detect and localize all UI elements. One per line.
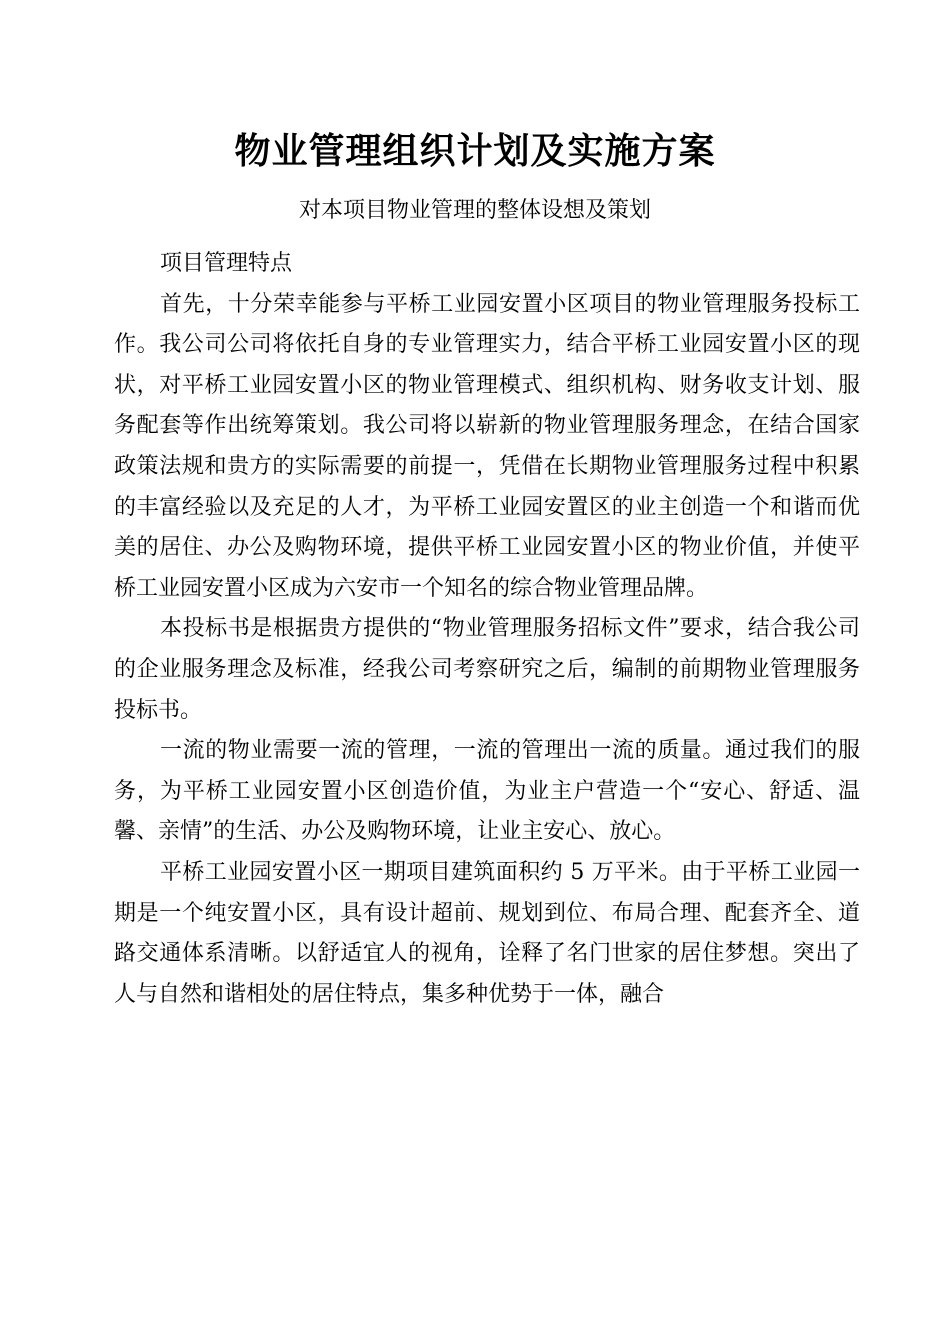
- paragraph-1: 首先，十分荣幸能参与平桥工业园安置小区项目的物业管理服务投标工作。我公司公司将依托自身的专业管理实力，结合平桥工业园安置小区的现状，对平桥工业园安置小区的物业管理模式、组织机构、财务收支计划、服务配套等作出统筹策划。我公司将以崭新的物业管理服务理念，在结合国家政策法规和贵方的实际需要的前提一，凭借在长期物业管理服务过程中积累的丰富经验以及充足的人才，为平桥工业园安置区的业主创造一个和谐而优美的居住、办公及购物环境，提供平桥工业园安置小区的物业价值，并使平桥工业园安置小区成为六安市一个知名的综合物业管理品牌。: [114, 291, 860, 601]
- paragraph-4: 平桥工业园安置小区一期项目建筑面积约 5 万平米。由于平桥工业园一期是一个纯安置小区，具有设计超前、规划到位、布局合理、配套齐全、道路交通体系清晰。以舒适宜人的视角，诠释了名门世家的居住梦想。突出了人与自然和谐相处的居住特点，集多种优势于一体，融合: [114, 859, 860, 1007]
- paragraph-2: 本投标书是根据贵方提供的“物业管理服务招标文件”要求，结合我公司的企业服务理念及标准，经我公司考察研究之后，编制的前期物业管理服务投标书。: [114, 616, 860, 723]
- paragraph-3: 一流的物业需要一流的管理，一流的管理出一流的质量。通过我们的服务，为平桥工业园安置小区创造价值，为业主户营造一个“安心、舒适、温馨、亲情”的生活、办公及购物环境，让业主安心、放心。: [114, 738, 860, 845]
- document-body: [114, 244, 860, 1015]
- section-heading: 项目管理特点: [160, 251, 293, 276]
- document-subtitle: 对本项目物业管理的整体设想及策划: [298, 198, 651, 223]
- document-title: 物业管理组织计划及实施方案: [234, 131, 716, 172]
